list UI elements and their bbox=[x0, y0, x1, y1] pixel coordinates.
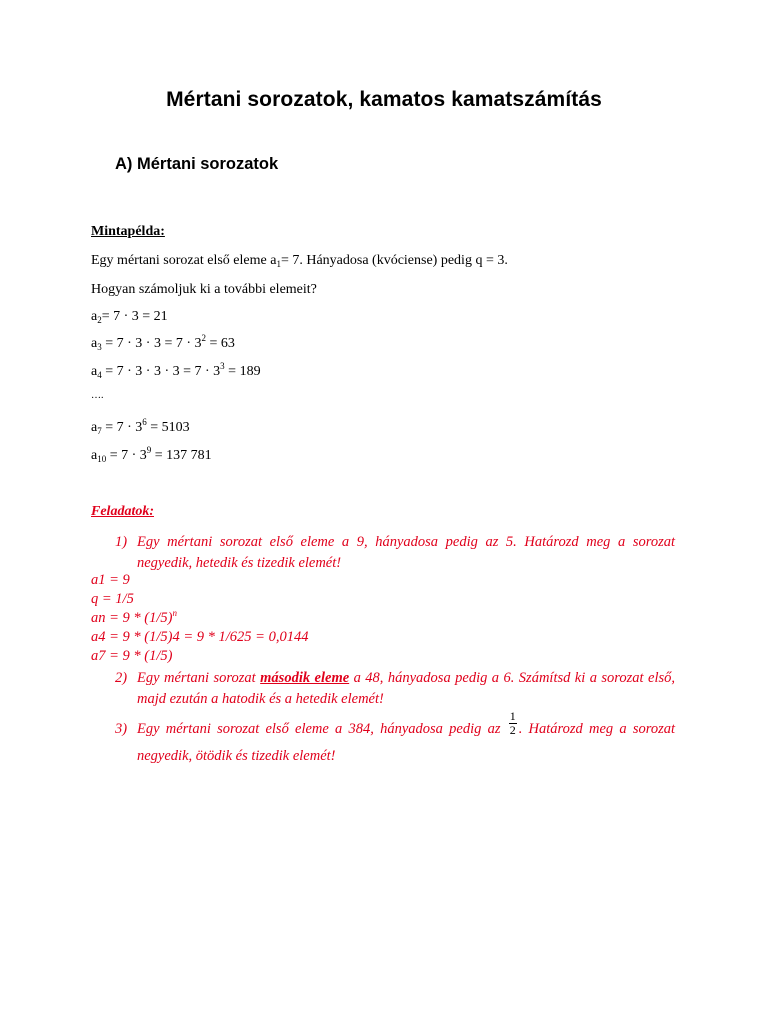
solution-line-1: a1 = 9 bbox=[91, 572, 130, 588]
formula-a3: $a_3 = 7 \cdot 3 \cdot 3 = 7 \cdot 3^2 = 63$ bbox=[91, 333, 235, 352]
section-heading: A) Mértani sorozatok bbox=[115, 155, 279, 173]
task-text: Egy mértani sorozat második eleme a 48, hányadosa pedig a 6. Számítsd ki a sorozat első, majd ezután a hatodik és a hetedik elemét! bbox=[137, 670, 675, 707]
solution-line-2: q = 1/5 bbox=[91, 591, 134, 607]
formula-a4: $a_4 = 7 \cdot 3 \cdot 3 \cdot 3 = 7 \cdot 3^3 = 189$ bbox=[91, 361, 261, 380]
task-1 bbox=[115, 532, 675, 574]
fraction-one-half: $\frac{1}{2}$ bbox=[509, 709, 516, 738]
task-number: 1) bbox=[115, 534, 128, 550]
formula-a2: $a_2= 7 \cdot 3 = 21$ bbox=[91, 309, 168, 325]
task-text: Egy mértani sorozat első eleme a 384, hányadosa pedig az $\frac{1}{2}$ . Határozd meg a sorozat negyedik, ötödik és tizedik elemét! bbox=[137, 709, 675, 765]
task-number: 2) bbox=[115, 670, 128, 686]
solution-line-5: a7 = 9 * (1/5) bbox=[91, 648, 173, 664]
example-question: Hogyan számoljuk ki a további elemeit? bbox=[91, 282, 317, 297]
tasks-heading: Feladatok: bbox=[91, 504, 154, 519]
formula-a10: $a_{10} = 7 \cdot 3^9 = 137$ 781 bbox=[91, 445, 212, 464]
task-number: 3) bbox=[115, 721, 128, 737]
task-2 bbox=[115, 668, 675, 710]
solution-line-4: a4 = 9 * (1/5)4 = 9 * 1/625 = 0,0144 bbox=[91, 629, 309, 645]
formula-a7: $a_7 = 7 \cdot 3^6 = 5103$ bbox=[91, 417, 190, 436]
task-text: Egy mértani sorozat első eleme a 9, hányadosa pedig az 5. Határozd meg a sorozat negyedik, hetedik és tizedik elemét! bbox=[137, 534, 675, 571]
solution-line-3: an = $9 * (1/5)^n$ bbox=[91, 608, 177, 626]
example-heading: Mintapélda: bbox=[91, 224, 165, 239]
example-intro: Egy mértani sorozat első eleme $a_1= 7$. Hányadosa (kvóciense) pedig q = 3. bbox=[91, 253, 508, 269]
highlighted-term: második eleme bbox=[260, 670, 350, 686]
page-title: Mértani sorozatok, kamatos kamatszámítás bbox=[166, 88, 602, 111]
task-3 bbox=[115, 709, 675, 765]
formula-ellipsis: …. bbox=[91, 390, 104, 401]
